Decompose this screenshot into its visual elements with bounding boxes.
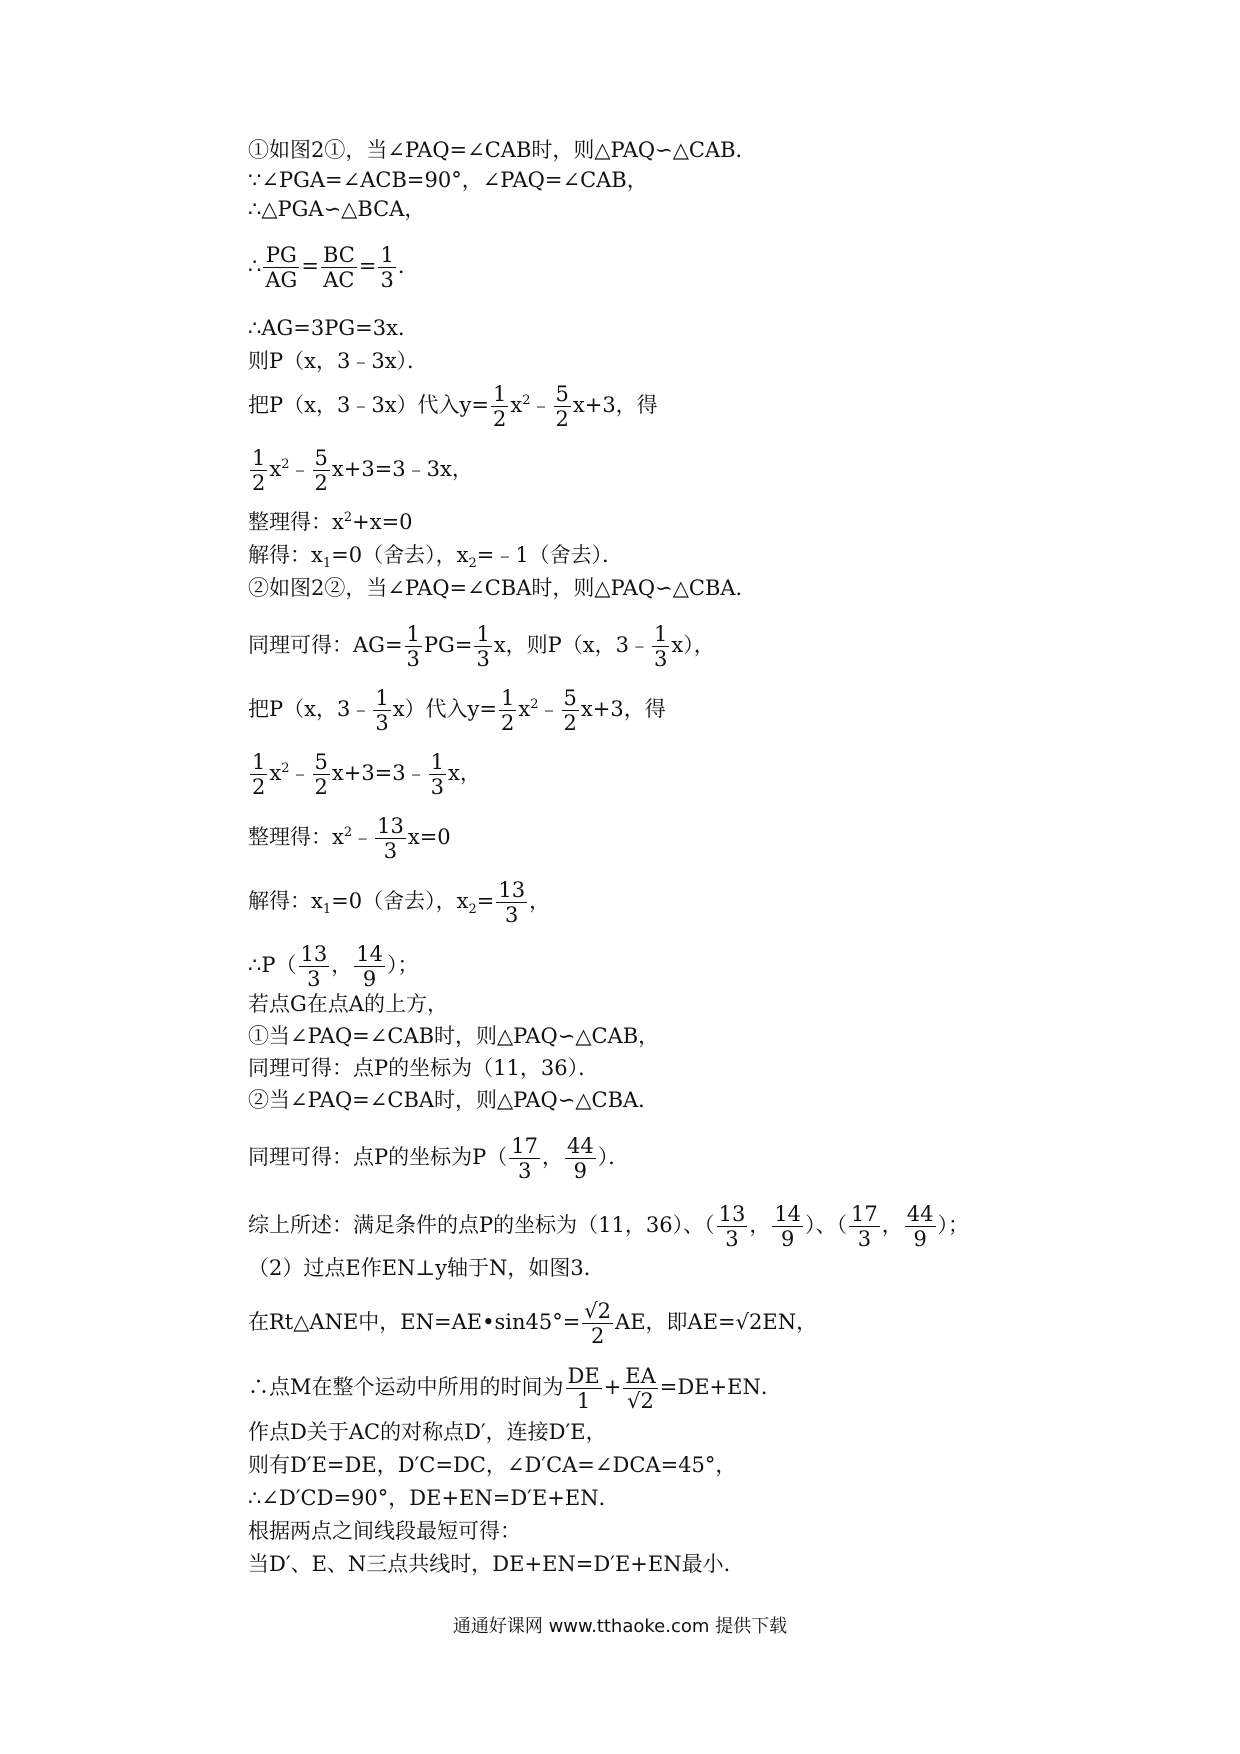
subscript: 2 [468,902,477,918]
exponent: 2 [281,457,290,472]
text-line [248,542,624,572]
text: x [518,697,531,721]
text-line: 同理可得：点P的坐标为（11，36）． [248,1056,600,1080]
text: 同理可得：AG= [248,633,403,657]
denominator: 9 [362,967,377,991]
text: ∴P（ [248,953,297,977]
exponent: 2 [343,510,353,525]
fraction [375,814,406,863]
text: 解得：x [248,889,323,913]
text-line-fraction [248,814,451,863]
text: 解得：x [248,543,323,567]
denominator: 2 [252,471,266,495]
numerator: 5 [555,382,569,406]
numerator: 5 [314,446,328,470]
denominator: 3 [383,839,398,863]
denominator: 3 [380,268,394,292]
text: = [358,254,377,278]
text: x， [448,761,481,785]
text: x [269,457,282,481]
numerator: 13 [718,1202,746,1226]
text: = [476,889,495,913]
fraction [378,243,395,292]
numerator: √2 [584,1299,612,1323]
denominator: 3 [476,647,490,671]
text-line: 根据两点之间线段最短可得： [248,1519,521,1543]
text: 同理可得：点P的坐标为P（ [248,1145,508,1169]
numerator: 17 [511,1134,538,1158]
text: EN， [762,1310,818,1334]
denominator: 2 [314,471,328,495]
numerator: 44 [567,1134,594,1158]
text-line: 则有D′E=DE，D′C=DC，∠D′CA=∠DCA=45°， [248,1453,737,1477]
numerator: 44 [906,1202,934,1226]
denominator: 3 [375,711,389,735]
text-line-fraction [248,1202,969,1251]
text: AE，即AE= [615,1310,736,1334]
fraction [313,446,330,495]
text: ）． [597,1145,630,1169]
text: ， [881,1213,903,1237]
text: 在Rt△ANE中，EN=AE•sin45°= [248,1310,581,1334]
text-line: ①当∠PAQ=∠CAB时，则△PAQ∽△CAB， [248,1024,660,1048]
fraction [905,1202,936,1251]
fraction [373,686,390,735]
text: ∴ [248,254,262,278]
text: ， [529,889,551,913]
text: ﹣ [289,457,311,481]
denominator: 9 [573,1159,588,1183]
text-line: 当D′、E、N三点共线时，DE+EN=D′E+EN最小． [248,1552,745,1576]
text-line: ①如图2①，当∠PAQ=∠CAB时，则△PAQ∽△CAB． [248,138,757,162]
denominator: 1 [576,1389,591,1413]
text: x）代入y= [392,697,498,721]
fraction [849,1202,880,1251]
fraction [582,1299,613,1348]
fraction [250,750,267,799]
footer-credit: 通通好课网 www.tthaoke.com 提供下载 [452,1616,788,1637]
text: ． [397,254,419,278]
denominator: 2 [493,407,507,431]
numerator: 1 [501,686,515,710]
text: ﹣ [352,825,374,849]
text: PG= [423,633,473,657]
fraction [562,686,579,735]
fraction [496,878,527,927]
text: x+3，得 [572,393,658,417]
text: x+3=3﹣ [331,761,427,785]
fraction [566,1364,602,1413]
text: =﹣1（舍去）． [476,543,624,567]
numerator: 1 [430,750,445,774]
text: x [510,393,523,417]
numerator: 14 [356,942,383,966]
fraction [623,1364,658,1413]
denominator: 2 [590,1324,605,1348]
text-line-fraction [248,446,473,495]
sqrt-symbol: √2 [735,1310,763,1334]
denominator: AC [323,268,355,292]
denominator: √2 [627,1389,654,1413]
denominator: 3 [430,775,445,799]
text: 整理得：x [248,825,344,849]
text-line-fraction [248,686,666,735]
exponent: 2 [281,761,290,776]
text: 把P（x，3﹣ [248,697,372,721]
numerator: 1 [252,446,266,470]
numerator: 13 [377,814,404,838]
text: x+3，得 [580,697,666,721]
numerator: 1 [493,382,507,406]
denominator: 3 [307,967,321,991]
text: ）、（ [805,1213,848,1237]
text-line-fraction [248,1134,629,1183]
text: x，则P（x，3﹣ [493,633,650,657]
text: x+3=3﹣3x， [331,457,473,481]
text: ﹣ [530,393,552,417]
text-line: 则P（x，3﹣3x）． [248,349,429,373]
numerator: 1 [375,686,389,710]
fraction [499,686,516,735]
fraction [313,750,330,799]
text-line-fraction [248,382,658,431]
denominator: 9 [913,1227,927,1251]
text-line-fraction [248,878,550,927]
denominator: 2 [314,775,328,799]
text-line: ∴AG=3PG=3x． [248,316,419,340]
text-line: ②如图2②，当∠PAQ=∠CBA时，则△PAQ∽△CBA． [248,576,757,600]
subscript: 1 [322,902,332,918]
text-line: 作点D关于AC的对称点D′，连接D′E， [248,1420,607,1444]
fraction [652,622,669,671]
text-line: ∴∠D′CD=90°，DE+EN=D′E+EN． [248,1486,620,1510]
numerator: 13 [498,878,526,902]
fraction [717,1202,748,1251]
numerator: 5 [563,686,577,710]
exponent: 2 [343,825,353,840]
text-line-fraction [248,1299,817,1348]
numerator: 1 [380,243,394,267]
text: 把P（x，3﹣3x）代入y= [248,393,489,417]
text: ）； [937,1213,970,1237]
text-line-fraction [248,243,419,292]
numerator: 13 [300,942,328,966]
text: =0（舍去），x [331,543,469,567]
text: x）， [671,633,715,657]
text-line: 若点G在点A的上方， [248,992,448,1016]
denominator: 2 [555,407,569,431]
numerator: BC [322,243,355,267]
text: ﹣ [289,761,311,785]
text-line-fraction [248,942,418,991]
numerator: 1 [476,622,490,646]
text: = [301,254,319,278]
numerator: EA [625,1364,656,1388]
fraction [554,382,571,431]
text-line [248,509,413,535]
text: 综上所述：满足条件的点P的坐标为（11，36）、（ [248,1213,715,1237]
text: x [269,761,282,785]
text: ， [749,1213,771,1237]
text: 整理得：x [248,510,344,534]
text: =DE+EN． [659,1375,782,1399]
subscript: 1 [322,556,332,572]
text-line-fraction [248,622,715,671]
fraction [491,382,508,431]
exponent: 2 [530,697,539,712]
text: +x=0 [352,510,413,534]
text-line-fraction [248,750,481,799]
fraction [263,243,299,292]
fraction [354,942,385,991]
text: + [603,1375,622,1399]
denominator: 2 [501,711,515,735]
denominator: 9 [780,1227,795,1251]
text-line: ∵∠PGA=∠ACB=90°，∠PAQ=∠CAB， [248,168,648,192]
numerator: PG [263,243,299,268]
text: x=0 [407,825,451,849]
denominator: 3 [505,903,519,927]
numerator: 1 [654,622,668,646]
text-line: ②当∠PAQ=∠CBA时，则△PAQ∽△CBA． [248,1088,660,1112]
fraction [405,622,422,671]
exponent: 2 [522,393,531,408]
denominator: 3 [517,1159,532,1183]
numerator: DE [567,1364,600,1388]
text-line: （2）过点E作EN⊥y轴于N，如图3． [248,1256,605,1280]
numerator: 5 [314,750,328,774]
subscript: 2 [468,556,477,572]
fraction [429,750,446,799]
fraction [772,1202,803,1251]
text: ， [331,953,353,977]
denominator: AG [265,268,298,292]
numerator: 14 [774,1202,802,1226]
text: ∴点M在整个运动中所用的时间为 [248,1375,564,1399]
denominator: 3 [406,647,420,671]
fraction [474,622,491,671]
text: ﹣ [538,697,560,721]
numerator: 1 [406,622,420,646]
text: ）； [386,953,419,977]
denominator: 3 [654,647,668,671]
fraction [299,942,330,991]
denominator: 2 [252,775,266,799]
text-line-fraction [248,1364,782,1413]
fraction [565,1134,596,1183]
denominator: 3 [725,1227,739,1251]
denominator: 2 [563,711,577,735]
fraction [321,243,357,292]
fraction [509,1134,540,1183]
text-line: ∴△PGA∽△BCA， [248,197,426,221]
numerator: 1 [252,750,266,774]
numerator: 17 [851,1202,878,1226]
denominator: 3 [857,1227,872,1251]
text: =0（舍去），x [331,889,469,913]
fraction [250,446,267,495]
text: ， [542,1145,563,1169]
